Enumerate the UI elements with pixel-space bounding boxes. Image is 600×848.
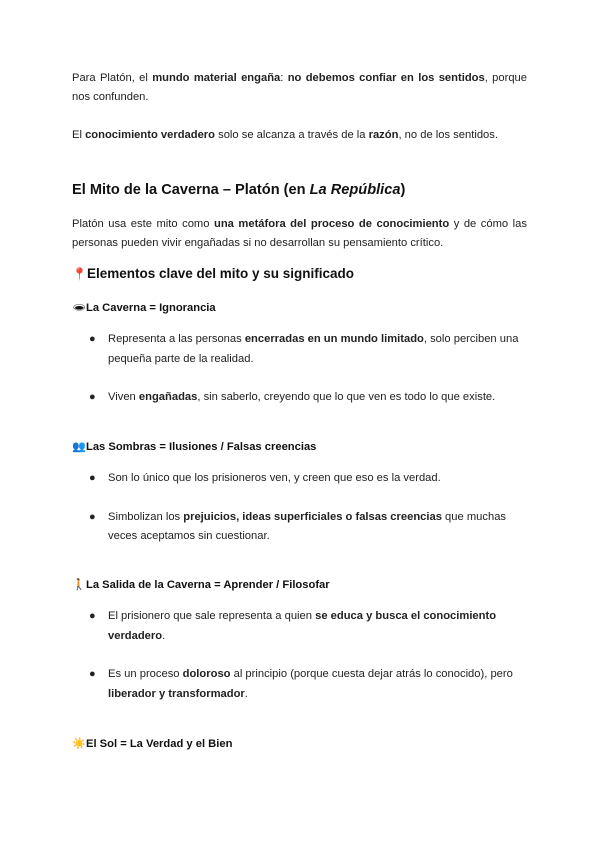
bullet-dot: ●: [89, 668, 96, 680]
text-run: Es un proceso: [108, 668, 183, 680]
hole-icon: 🕳: [72, 302, 86, 314]
pin-icon: 📍: [72, 267, 87, 281]
section-title-prefix: El Mito de la Caverna – Platón (en: [72, 182, 310, 198]
section-title-work: La República: [309, 182, 401, 198]
bullet-dot: ●: [89, 610, 96, 622]
intro-paragraph-2: [72, 126, 527, 145]
text-run: , solo perciben una pequeña parte de la realidad.: [108, 333, 519, 365]
text-run: El: [72, 129, 86, 141]
bold-text: razón: [368, 129, 399, 141]
block-title-text: Las Sombras = Ilusiones / Falsas creencias: [86, 441, 317, 453]
list-item: [72, 469, 527, 489]
elements-heading-text: Elementos clave del mito y su significado: [86, 266, 355, 281]
text-run: que muchas veces aceptamos sin cuestionar.: [108, 510, 507, 542]
bullet-dot: ●: [89, 391, 96, 403]
bold-text: conocimiento verdadero: [85, 129, 215, 141]
text-run: al principio (porque cuesta dejar atrás lo conocido), pero: [230, 668, 513, 680]
block-caverna: [72, 299, 527, 408]
text-run: , porque nos confunden.: [72, 72, 528, 103]
bold-text: encerradas en un mundo limitado: [244, 333, 424, 345]
block-title: [72, 438, 527, 456]
block-sombras: [72, 438, 527, 547]
text-run: Platón usa este mito como: [72, 218, 214, 230]
block-title: [72, 576, 527, 594]
text-run: , no de los sentidos.: [398, 129, 498, 141]
bold-text: prejuicios, ideas superficiales o falsas creencias: [183, 510, 442, 523]
block-salida: [72, 576, 527, 704]
bullet-list: [72, 607, 527, 704]
bullet-list: [72, 469, 527, 547]
section-intro-paragraph: [72, 215, 527, 253]
bold-text: doloroso: [182, 668, 231, 680]
bullet-dot: ●: [89, 472, 96, 484]
list-item-text: [108, 333, 518, 365]
block-sol: [72, 735, 527, 753]
bold-text: una metáfora del proceso de conocimiento: [214, 218, 450, 230]
list-item-text: [108, 668, 513, 700]
bold-text: mundo material engaña: [152, 72, 281, 84]
text-run: .: [244, 687, 248, 700]
list-item: [72, 388, 527, 408]
bold-text: liberador y transformador: [108, 687, 245, 700]
text-run: :: [280, 72, 288, 84]
text-run: Representa a las personas: [108, 333, 245, 345]
list-item-text: [108, 391, 495, 403]
text-run: solo se alcanza a través de la: [215, 129, 369, 141]
block-title-text: La Caverna = Ignorancia: [86, 302, 216, 314]
text-run: Simbolizan los: [108, 510, 184, 523]
list-item: [72, 508, 527, 547]
text-run: Para Platón, el: [72, 72, 153, 84]
text-run: .: [162, 629, 166, 642]
section-title: [72, 180, 527, 200]
list-item: [72, 665, 527, 704]
text-run: Son lo único que los prisioneros ven, y creen que eso es la verdad.: [108, 472, 441, 484]
list-item-text: [108, 511, 506, 543]
elements-heading: [72, 264, 527, 284]
sun-icon: ☀️: [72, 738, 86, 750]
walking-person-icon: 🚶: [72, 579, 86, 591]
text-run: y de cómo las personas pueden vivir engañadas si no desarrollan su pensamiento crítico.: [72, 218, 527, 249]
list-item: [72, 607, 527, 646]
block-title-text: La Salida de la Caverna = Aprender / Filosofar: [86, 579, 330, 591]
section-title-suffix: ): [400, 182, 406, 198]
bold-text: engañadas: [138, 391, 198, 403]
list-item-text: [108, 472, 441, 484]
bold-text: se educa y busca el conocimiento verdadero: [108, 610, 497, 642]
bullet-dot: ●: [89, 333, 96, 345]
block-title: [72, 735, 527, 753]
people-icon: 👥: [72, 441, 86, 453]
bullet-dot: ●: [89, 510, 96, 523]
list-item: [72, 330, 527, 369]
block-title: [72, 299, 527, 317]
text-run: Viven: [108, 391, 139, 403]
intro-paragraph-1: [72, 69, 527, 107]
bold-text: no debemos confiar en los sentidos: [287, 72, 485, 84]
block-title-text: El Sol = La Verdad y el Bien: [86, 738, 233, 750]
text-run: El prisionero que sale representa a quien: [108, 610, 316, 622]
list-item-text: [108, 610, 496, 642]
text-run: , sin saberlo, creyendo que lo que ven es todo lo que existe.: [197, 391, 496, 403]
bullet-list: [72, 330, 527, 408]
